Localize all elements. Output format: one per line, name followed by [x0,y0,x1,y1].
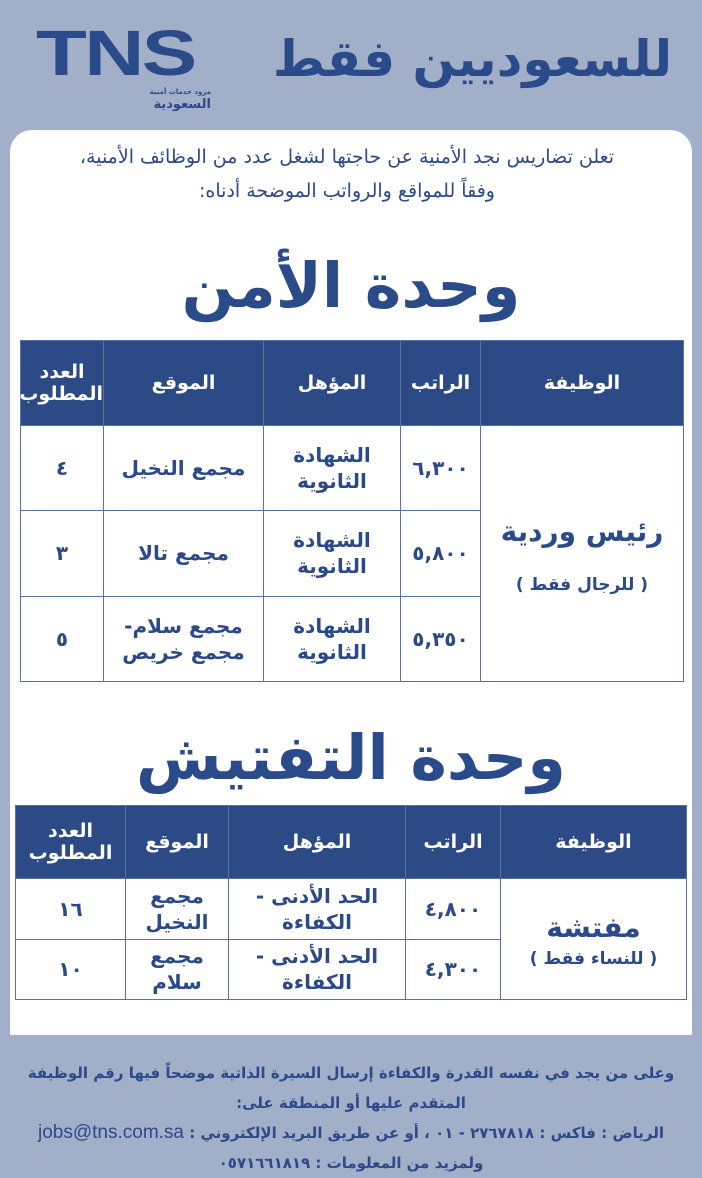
salary-cell: ٥,٣٥٠ [401,596,481,681]
salary-cell: ٤,٨٠٠ [406,879,501,940]
headline: للسعوديين فقط [272,30,672,88]
inspection-unit-title: وحدة التفتيش [136,721,566,794]
header-count: العدد المطلوب [21,341,104,426]
logo-subtitle-main: السعودية [153,97,211,112]
footer-instructions: وعلى من يجد في نفسه القدرة والكفاءة إرسال السيرة الذاتية موضحاً فيها رقم الوظيفة المتقدم عليها أو المنطقة على: [27,1064,675,1112]
qualification-cell: الحد الأدنى - الكفاءة [229,879,406,940]
header-location: الموقع [104,341,264,426]
header-job: الوظيفة [501,806,687,879]
qualification-cell: الشهادة الثانوية [264,426,401,511]
salary-cell: ٦,٣٠٠ [401,426,481,511]
count-cell: ١٠ [16,939,126,1000]
tns-logo [36,17,211,112]
location-cell: مجمع تالا [104,511,264,596]
table-header-row [21,341,684,426]
table-header-row [16,806,687,879]
job-title: مفتشة [546,911,641,944]
salary-cell: ٥,٨٠٠ [401,511,481,596]
location-cell: مجمع النخيل [126,879,229,940]
security-jobs-table [20,340,684,682]
logo-subtitle [150,88,211,112]
footer-contact-line [0,1118,702,1148]
header-qualification: المؤهل [229,806,406,879]
count-cell: ٥ [21,596,104,681]
job-note: ( للنساء فقط ) [529,949,658,969]
header-salary: الراتب [406,806,501,879]
table-row [16,879,687,940]
job-title: رئيس وردية [500,514,664,548]
intro-line-1: تعلن تضاريس نجد الأمنية عن حاجتها لشغل عدد من الوظائف الأمنية، [79,146,615,168]
contact-footer [0,1058,702,1178]
qualification-cell: الشهادة الثانوية [264,511,401,596]
footer-fax: الرياض : فاكس : ٢٧٦٧٨١٨ - ٠١ ، أو عن طريق البريد الإلكتروني : [189,1124,664,1142]
location-cell: مجمع سلام- مجمع خريص [104,596,264,681]
count-cell: ٤ [21,426,104,511]
header-salary: الراتب [401,341,481,426]
header-count: العدد المطلوب [16,806,126,879]
intro-text [27,140,667,208]
table-row [21,426,684,511]
header-qualification: المؤهل [264,341,401,426]
inspection-jobs-table [15,805,687,1000]
intro-line-2: وفقاً للمواقع والرواتب الموضحة أدناه: [199,180,495,202]
location-cell: مجمع النخيل [104,426,264,511]
count-cell: ١٦ [16,879,126,940]
location-cell: مجمع سلام [126,939,229,1000]
logo-subtitle-small: مزود خدمات أمنية [149,88,211,96]
job-cell [501,879,687,1000]
footer-phone: ولمزيد من المعلومات : ٠٥٧١٦٦١٨١٩ [218,1154,484,1172]
header-location: الموقع [126,806,229,879]
salary-cell: ٤,٣٠٠ [406,939,501,1000]
qualification-cell: الشهادة الثانوية [264,596,401,681]
header-job: الوظيفة [481,341,684,426]
logo-text: TNS [36,17,195,89]
email-link[interactable]: jobs@tns.com.sa [37,1122,184,1143]
job-cell [481,426,684,682]
count-cell: ٣ [21,511,104,596]
qualification-cell: الحد الأدنى - الكفاءة [229,939,406,1000]
security-unit-title: وحدة الأمن [181,249,521,322]
job-note: ( للرجال فقط ) [515,574,649,595]
